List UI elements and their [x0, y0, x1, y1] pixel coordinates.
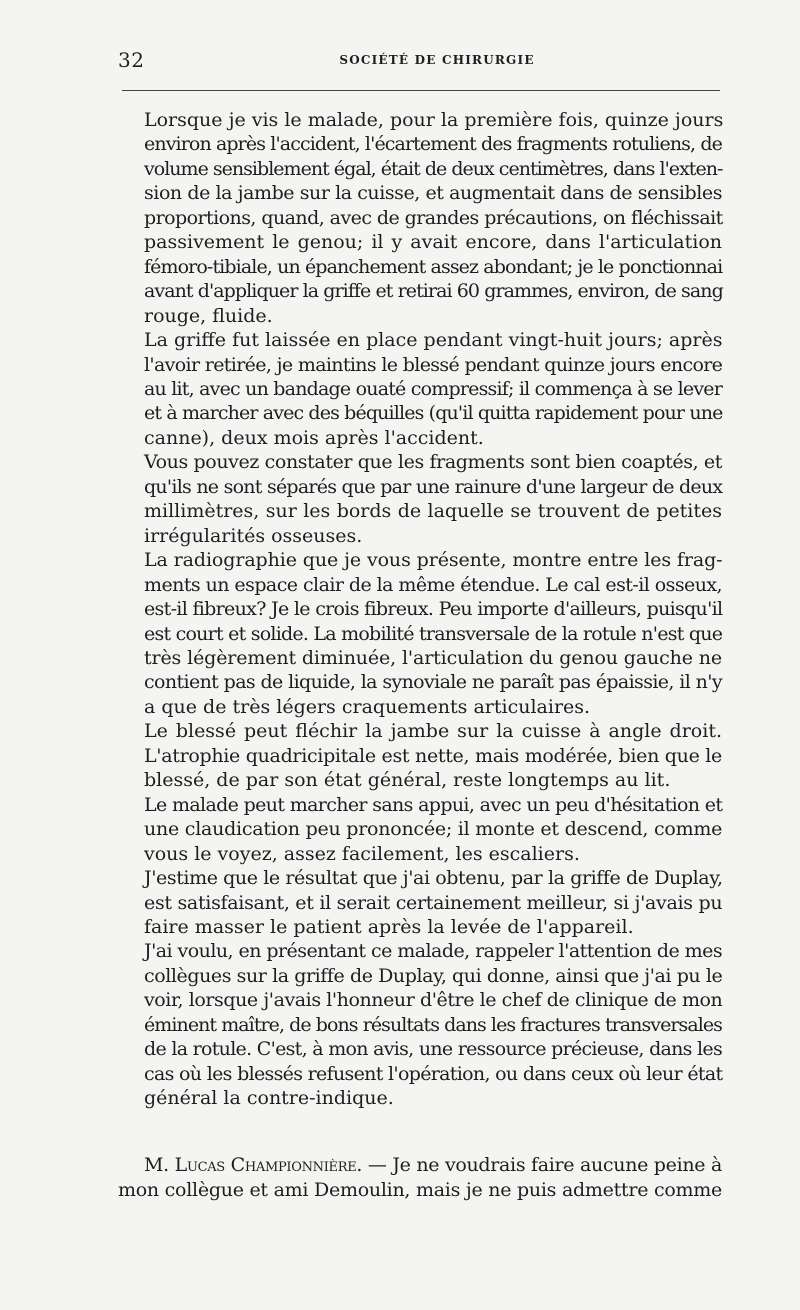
- text-line: proportions, quand, avec de grandes précautions, on fléchissait: [144, 206, 723, 229]
- paragraph: [118, 328, 722, 450]
- text-line: Vous pouvez constater que les fragments sont bien coaptés, et: [144, 451, 722, 474]
- text-line: sion de la jambe sur la cuisse, et augmentait dans de sensibles: [144, 182, 722, 205]
- text-line: canne), deux mois après l'accident.: [144, 426, 484, 449]
- paragraph: [118, 719, 722, 792]
- speech-line: [118, 1153, 722, 1178]
- text-line: ments un espace clair de la même étendue. Le cal est-il osseux,: [144, 573, 723, 596]
- text-line: éminent maître, de bons résultats dans les fractures transversales: [144, 1013, 722, 1036]
- text-line: une claudication peu prononcée; il monte et descend, comme: [144, 818, 723, 841]
- text-line: J'ai voulu, en présentant ce malade, rappeler l'attention de mes: [144, 940, 723, 963]
- text-line: voir, lorsque j'avais l'honneur d'être le chef de clinique de mon: [144, 989, 723, 1012]
- paragraph: [118, 939, 722, 1110]
- text-line: La griffe fut laissée en place pendant vingt-huit jours; après: [144, 329, 723, 352]
- page-header: [118, 48, 720, 72]
- text-line: L'atrophie quadricipitale est nette, mais modérée, bien que le: [144, 744, 722, 767]
- paragraph: [118, 866, 722, 939]
- page-number: 32: [118, 48, 145, 72]
- text-line: Le malade peut marcher sans appui, avec un peu d'hésitation et: [144, 793, 723, 816]
- text-line: de la rotule. C'est, à mon avis, une ressource précieuse, dans les: [144, 1038, 722, 1061]
- text-line: a que de très légers craquements articulaires.: [144, 695, 591, 718]
- text-line: irrégularités osseuses.: [144, 524, 363, 547]
- body-text: [118, 108, 722, 1111]
- text-line: faire masser le patient après la levée de l'appareil.: [144, 915, 634, 938]
- paragraph: [118, 108, 722, 328]
- speech-line: mon collègue et ami Demoulin, mais je ne puis admettre comme: [118, 1179, 722, 1201]
- paragraph: [118, 450, 722, 548]
- text-line: volume sensiblement égal, était de deux centimètres, dans l'exten-: [144, 157, 723, 180]
- text-line: J'estime que le résultat que j'ai obtenu, par la griffe de Duplay,: [144, 867, 723, 890]
- text-line: cas où les blessés refusent l'opération, ou dans ceux où leur état: [144, 1062, 723, 1085]
- text-line: fémoro-tibiale, un épanchement assez abondant; je le ponctionnai: [144, 255, 723, 278]
- text-line: vous le voyez, assez facilement, les escaliers.: [144, 842, 580, 865]
- speech-paragraph: [118, 1153, 722, 1203]
- text-line: contient pas de liquide, la synoviale ne paraît pas épaissie, il n'y: [144, 671, 722, 694]
- text-line: qu'ils ne sont séparés que par une rainure d'une largeur de deux: [144, 475, 723, 498]
- text-line: Le blessé peut fléchir la jambe sur la cuisse à angle droit.: [144, 720, 722, 743]
- speech-text: — Je ne voudrais faire aucune peine à: [362, 1154, 722, 1176]
- text-line: millimètres, sur les bords de laquelle se trouvent de petites: [144, 500, 722, 523]
- text-line: rouge, fluide.: [144, 304, 273, 327]
- text-line: au lit, avec un bandage ouaté compressif; il commença à se lever: [144, 377, 722, 400]
- text-line: est-il fibreux? Je le crois fibreux. Peu importe d'ailleurs, puisqu'il: [144, 598, 723, 621]
- speaker-name: M. Lucas Championnière.: [144, 1154, 363, 1176]
- text-line: et à marcher avec des béquilles (qu'il quitta rapidement pour une: [144, 402, 723, 425]
- text-line: avant d'appliquer la griffe et retirai 60 grammes, environ, de sang: [144, 280, 723, 303]
- text-line: La radiographie que je vous présente, montre entre les frag-: [144, 549, 723, 572]
- paragraph: [118, 548, 722, 719]
- text-line: Lorsque je vis le malade, pour la première fois, quinze jours: [144, 109, 724, 131]
- text-line: est court et solide. La mobilité transversale de la rotule n'est que: [144, 622, 723, 645]
- text-line: environ après l'accident, l'écartement des fragments rotuliens, de: [144, 133, 722, 156]
- text-line: blessé, de par son état général, reste longtemps au lit.: [144, 769, 671, 792]
- text-line: passivement le genou; il y avait encore, dans l'articulation: [144, 231, 722, 254]
- text-line: collègues sur la griffe de Duplay, qui donne, ainsi que j'ai pu le: [144, 964, 723, 987]
- running-head: SOCIÉTÉ DE CHIRURGIE: [339, 53, 535, 67]
- text-line: très légèrement diminuée, l'articulation du genou gauche ne: [144, 646, 722, 669]
- text-line: est satisfaisant, et il serait certainement meilleur, si j'avais pu: [144, 891, 723, 914]
- header-rule: [122, 90, 720, 91]
- text-line: général la contre-indique.: [144, 1087, 394, 1110]
- paragraph: [118, 793, 722, 866]
- text-line: l'avoir retirée, je maintins le blessé pendant quinze jours encore: [144, 353, 723, 376]
